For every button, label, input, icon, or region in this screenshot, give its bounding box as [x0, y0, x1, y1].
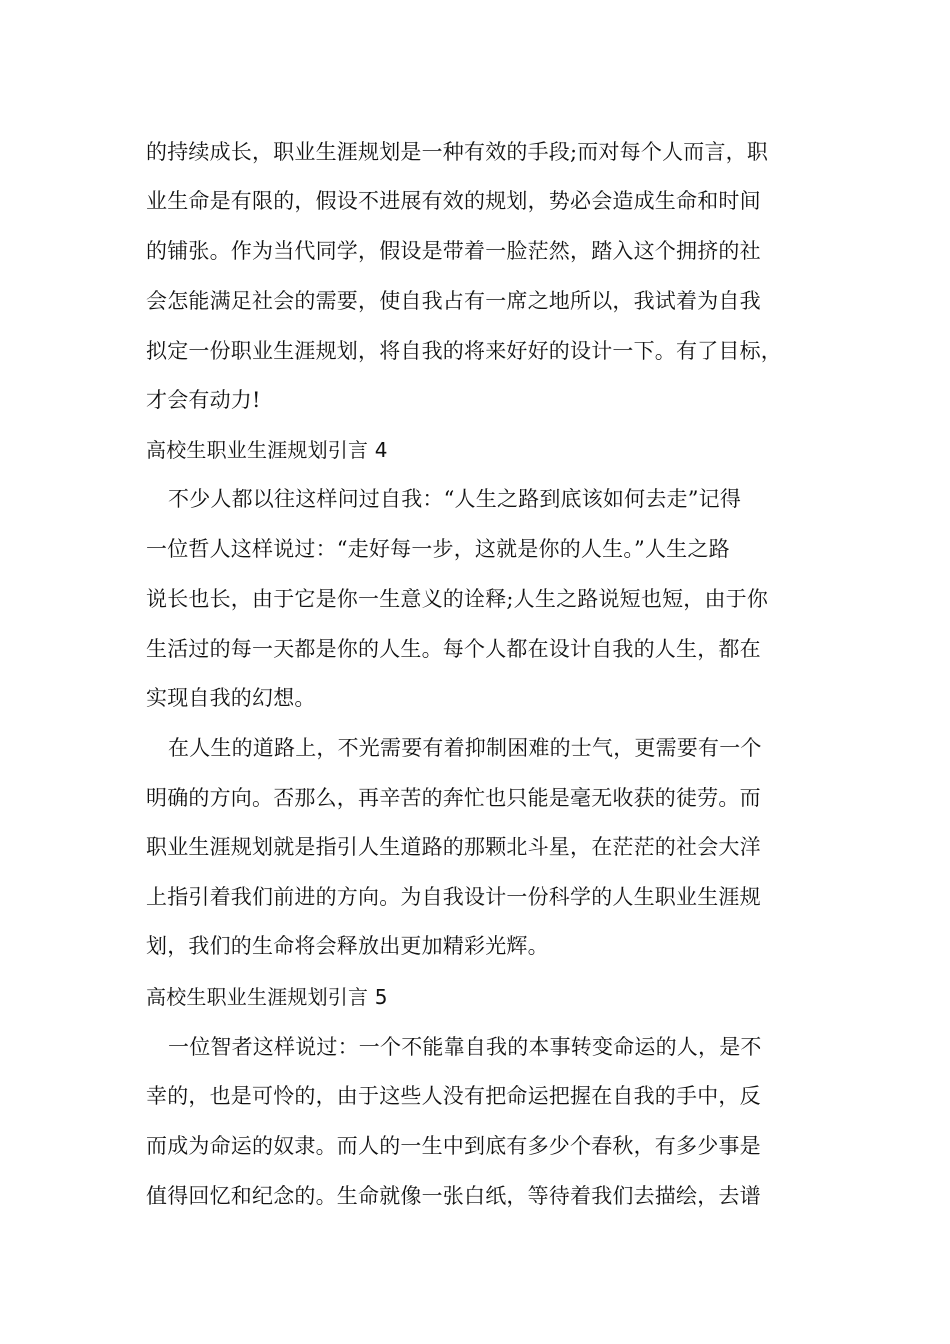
paragraph-line: 一位智者这样说过：一个不能靠自我的本事转变命运的人，是不: [168, 1035, 762, 1059]
section-heading: 高校生职业生涯规划引言 5: [146, 985, 388, 1009]
paragraph-line: 划，我们的生命将会释放出更加精彩光辉。: [146, 934, 549, 958]
paragraph-line: 的铺张。作为当代同学，假设是带着一脸茫然，踏入这个拥挤的社: [146, 239, 761, 263]
paragraph-line: 生活过的每一天都是你的人生。每个人都在设计自我的人生，都在: [146, 637, 761, 661]
paragraph-line: 职业生涯规划就是指引人生道路的那颗北斗星，在茫茫的社会大洋: [146, 835, 761, 859]
section-heading: 高校生职业生涯规划引言 4: [146, 438, 388, 462]
paragraph-line: 会怎能满足社会的需要，使自我占有一席之地所以，我试着为自我: [146, 289, 761, 313]
paragraph-line: 而成为命运的奴隶。而人的一生中到底有多少个春秋，有多少事是: [146, 1134, 761, 1158]
paragraph-line: 值得回忆和纪念的。生命就像一张白纸，等待着我们去描绘，去谱: [146, 1184, 761, 1208]
paragraph-line: 在人生的道路上，不光需要有着抑制困难的士气，更需要有一个: [168, 736, 762, 760]
paragraph-line: 上指引着我们前进的方向。为自我设计一份科学的人生职业生涯规: [146, 885, 761, 909]
paragraph-line: 一位哲人这样说过：“走好每一步，这就是你的人生。”人生之路: [146, 537, 730, 561]
paragraph-line: 才会有动力!: [146, 388, 261, 412]
paragraph-line: 明确的方向。否那么，再辛苦的奔忙也只能是毫无收获的徒劳。而: [146, 786, 761, 810]
paragraph-line: 的持续成长，职业生涯规划是一种有效的手段;而对每个人而言，职: [146, 140, 769, 164]
paragraph-line: 幸的，也是可怜的，由于这些人没有把命运把握在自我的手中，反: [146, 1084, 761, 1108]
paragraph-line: 实现自我的幻想。: [146, 686, 316, 710]
paragraph-line: 说长也长，由于它是你一生意义的诠释;人生之路说短也短，由于你: [146, 587, 769, 611]
paragraph-line: 不少人都以往这样问过自我：“人生之路到底该如何去走”记得: [168, 487, 742, 511]
paragraph-line: 业生命是有限的，假设不进展有效的规划，势必会造成生命和时间: [146, 189, 761, 213]
paragraph-line: 拟定一份职业生涯规划，将自我的将来好好的设计一下。有了目标，: [146, 339, 782, 363]
